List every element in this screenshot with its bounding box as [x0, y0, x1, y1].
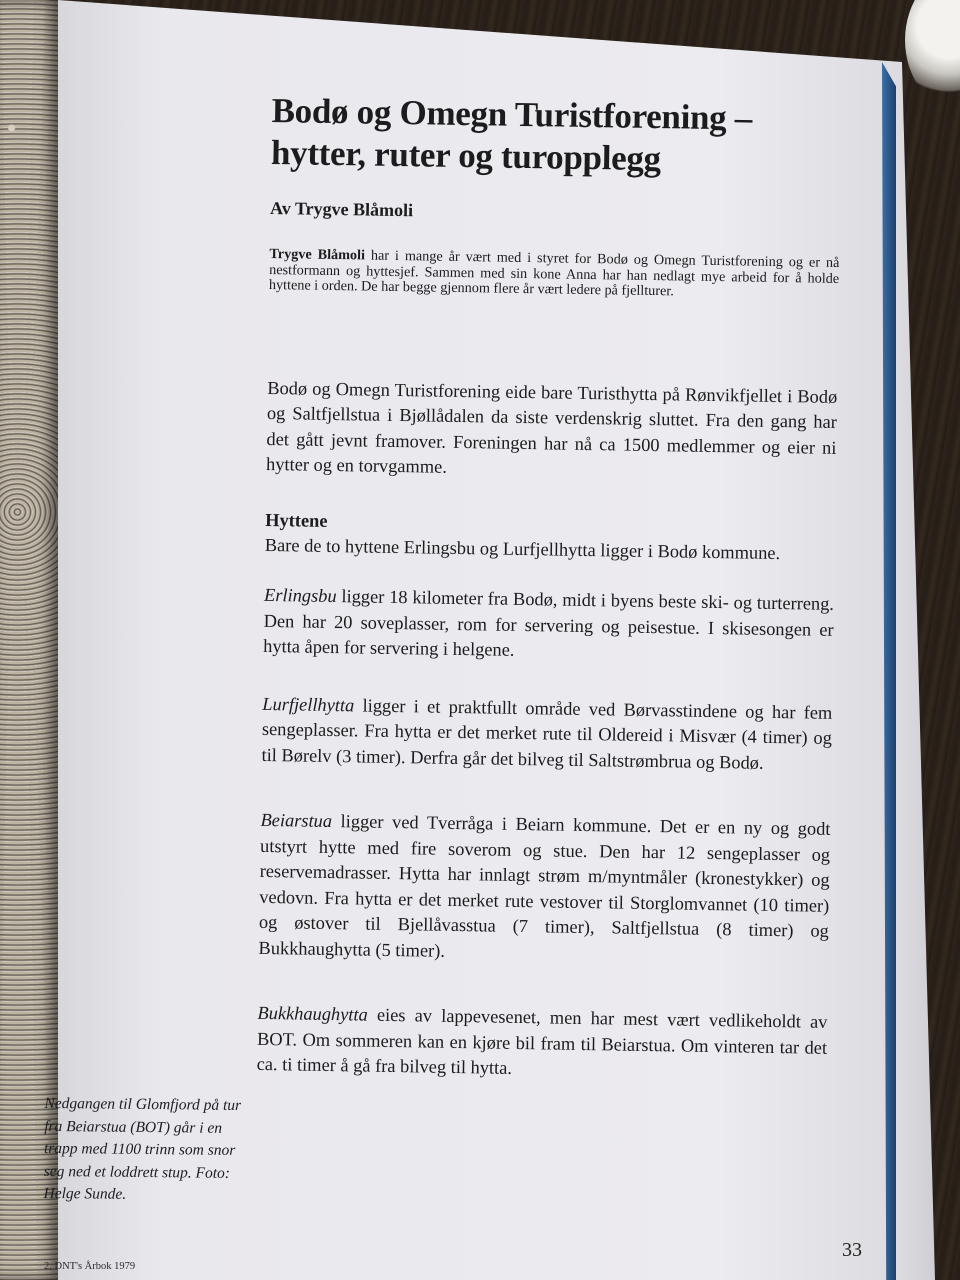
cabin-paragraph-lurfjellhytta	[261, 691, 832, 776]
cabin-text: ligger i et praktfullt område ved Børvasstindene og har fem sengeplasser. Fra hytta er det merket rute til Oldereid i Misvær (4 timer) og til Børelv (3 timer). Derfra går det bilveg til Saltstrømbrua og Bodø.	[261, 694, 833, 773]
article-title: Bodø og Omegn Turistforening – hytter, ruter og turopplegg	[270, 90, 753, 179]
paragraph-history: Bodø og Omegn Turistforening eide bare Turisthytta på Rønvikfjellet i Bodø og Saltfjellstua i Bjøllådalen da siste verdenskrig sluttet. Fra den gang har det gått jevnt framover. Foreningen har nå ca 1500 medlemmer og eier ni hytter og en torvgamme.	[265, 377, 838, 477]
cabin-text: eies av lappevesenet, men har mest vært vedlikeholdt av BOT. Om sommeren kan en kjøre bil fram til Beiarstua. Om vinteren tar det ca. ti timer å gå fra bilveg til hytta.	[256, 1004, 828, 1078]
page-number: 33	[842, 1239, 862, 1261]
article-byline: Av Trygve Blåmoli	[269, 197, 414, 221]
cabin-paragraph-beiarstua	[258, 808, 830, 970]
cabin-text: ligger 18 kilometer fra Bodø, midt i byens beste ski- og turterreng. Den har 20 soveplasser, rom for servering og peisestue. I skisesongen er hytta åpen for servering i helgene.	[263, 586, 835, 660]
section-heading: Hyttene	[265, 509, 328, 531]
cabin-paragraph-erlingsbu	[263, 583, 834, 668]
cabin-name: Bukkhaughytta	[257, 1002, 368, 1025]
facing-page-photo	[0, 0, 58, 1280]
author-intro-text: har i mange år vært med i styret for Bodø og Omegn Turistforening og er nå nestformann og hyttesjef. Sammen med sin kone Anna har han nedlagt mye arbeid for å holde hyttene i orden. De har begge gjennom flere år vært ledere på fjellturer.	[268, 247, 840, 300]
cabin-text: ligger ved Tverråga i Beiarn kommune. Det er en ny og godt utstyrt hytte med fire soverom og stue. Den har 12 sengeplasser og reservemadrasser. Hytta har innlagt strøm m/myntmåler (kronestykker) og vedovn. Fra hytta er det merket rute vestover til Storglomvannet (10 timer) og østover til Bjellåvasstua (7 timer), Saltfjellstua (8 timer) og Bukkhaughytta (5 timer).	[258, 811, 831, 961]
cabin-paragraph-bukkhaughytta	[256, 1001, 827, 1086]
cabin-name: Beiarstua	[260, 809, 333, 832]
section-intro: Bare de to hyttene Erlingsbu og Lurfjellhytta ligger i Bodø kommune.	[264, 534, 781, 563]
author-intro	[269, 247, 840, 302]
cabin-name: Lurfjellhytta	[262, 693, 355, 715]
author-intro-name: Trygve Blåmoli	[269, 245, 366, 264]
photo-caption: Nedgangen til Glomfjord på tur fra Beiarstua (BOT) går i en trapp med 1100 trinn som snor seg ned et loddrett stup. Foto: Helge Sunde.	[43, 1094, 242, 1203]
article	[256, 90, 841, 1086]
page-footer: 2. DNT's Årbok 1979	[44, 1261, 136, 1272]
cabin-name: Erlingsbu	[263, 584, 337, 607]
